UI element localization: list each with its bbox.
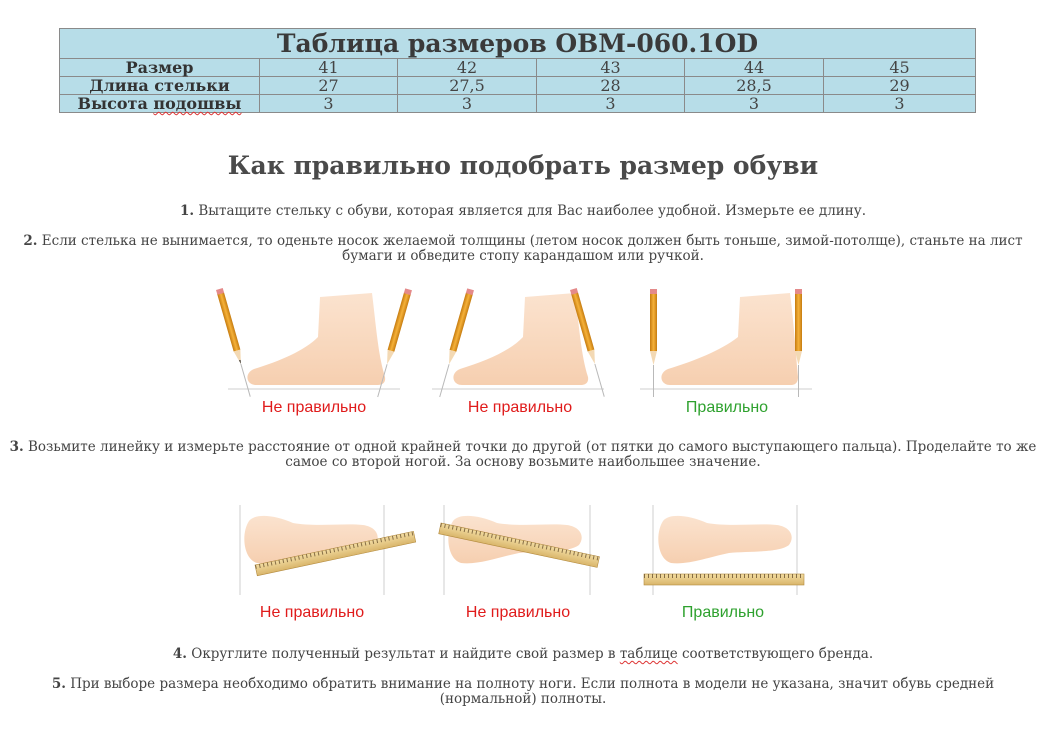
pencil-label-wrong-2: Не правильно <box>467 399 573 416</box>
table-cell: 3 <box>824 95 976 113</box>
step-2-text: Если стелька не вынимается, то оденьте носок желаемой толщины (летом носок должен быть тоньше, зимой-потолще), станьте на лист бумаги и обведите стопу карандашом или ручкой. <box>37 233 1023 264</box>
table-cell: 28 <box>537 77 685 95</box>
step-2 <box>8 234 1038 264</box>
table-cell: 42 <box>398 59 537 77</box>
step-3-number: 3. <box>9 439 24 455</box>
pencil-label-right: Правильно <box>685 399 769 416</box>
ruler-label-right: Правильно <box>681 604 765 621</box>
table-cell: 27 <box>260 77 398 95</box>
table-row <box>60 77 976 95</box>
table-cell: 27,5 <box>398 77 537 95</box>
step-4-number: 4. <box>172 646 187 662</box>
row-label-sole-height-b: подошвы <box>153 94 242 113</box>
ruler-label-wrong-1: Не правильно <box>259 604 365 621</box>
table-cell: 3 <box>537 95 685 113</box>
step-1-text: Вытащите стельку с обуви, которая является для Вас наиболее удобной. Измерьте ее длину. <box>194 203 867 219</box>
step-4-text-b: соответствующего бренда. <box>677 646 874 662</box>
table-cell: 3 <box>260 95 398 113</box>
pencil-icon <box>650 289 657 397</box>
table-cell: 43 <box>537 59 685 77</box>
foot-icon <box>640 293 812 389</box>
row-label-sole-height <box>60 95 260 113</box>
table-cell: 3 <box>685 95 824 113</box>
foot-icon <box>228 293 400 389</box>
guide-heading: Как правильно подобрать размер обуви <box>227 151 819 180</box>
table-cell: 44 <box>685 59 824 77</box>
pencil-icon <box>216 288 254 398</box>
table-row <box>60 95 976 113</box>
ruler-icon <box>644 574 804 585</box>
table-cell: 28,5 <box>685 77 824 95</box>
ruler-measuring-illustration <box>235 503 815 598</box>
step-3 <box>8 440 1038 470</box>
table-cell: 41 <box>260 59 398 77</box>
step-5-number: 5. <box>51 676 66 692</box>
step-2-number: 2. <box>23 233 38 249</box>
pencil-label-wrong-1: Не правильно <box>261 399 367 416</box>
step-4-text-link: таблице <box>619 646 678 662</box>
step-1-number: 1. <box>179 203 195 219</box>
table-row <box>60 59 976 77</box>
step-4 <box>60 647 986 662</box>
size-table <box>59 28 976 113</box>
row-label-size: Размер <box>60 59 260 77</box>
row-label-sole-height-a: Высота <box>77 94 154 113</box>
step-1 <box>60 204 986 219</box>
step-5-text: При выборе размера необходимо обратить внимание на полноту ноги. Если полнота в модели не указана, значит обувь средней (нормальной) полноты. <box>65 676 995 707</box>
table-cell: 3 <box>398 95 537 113</box>
ruler-label-wrong-2: Не правильно <box>465 604 571 621</box>
table-cell: 29 <box>824 77 976 95</box>
step-3-text: Возьмите линейку и измерьте расстояние от одной крайней точки до другой (от пятки до самого выступающего пальца). Проделайте то же самое со второй ногой. За основу возьмите наибольшее значение. <box>23 439 1037 470</box>
row-label-insole-length: Длина стельки <box>60 77 260 95</box>
table-cell: 45 <box>824 59 976 77</box>
step-4-text-a: Округлите полученный результат и найдите свой размер в <box>186 646 620 662</box>
size-table-title: Таблица размеров OBM-060.1OD <box>60 29 976 59</box>
pencil-tracing-illustration <box>200 285 820 397</box>
step-5 <box>40 677 1006 707</box>
